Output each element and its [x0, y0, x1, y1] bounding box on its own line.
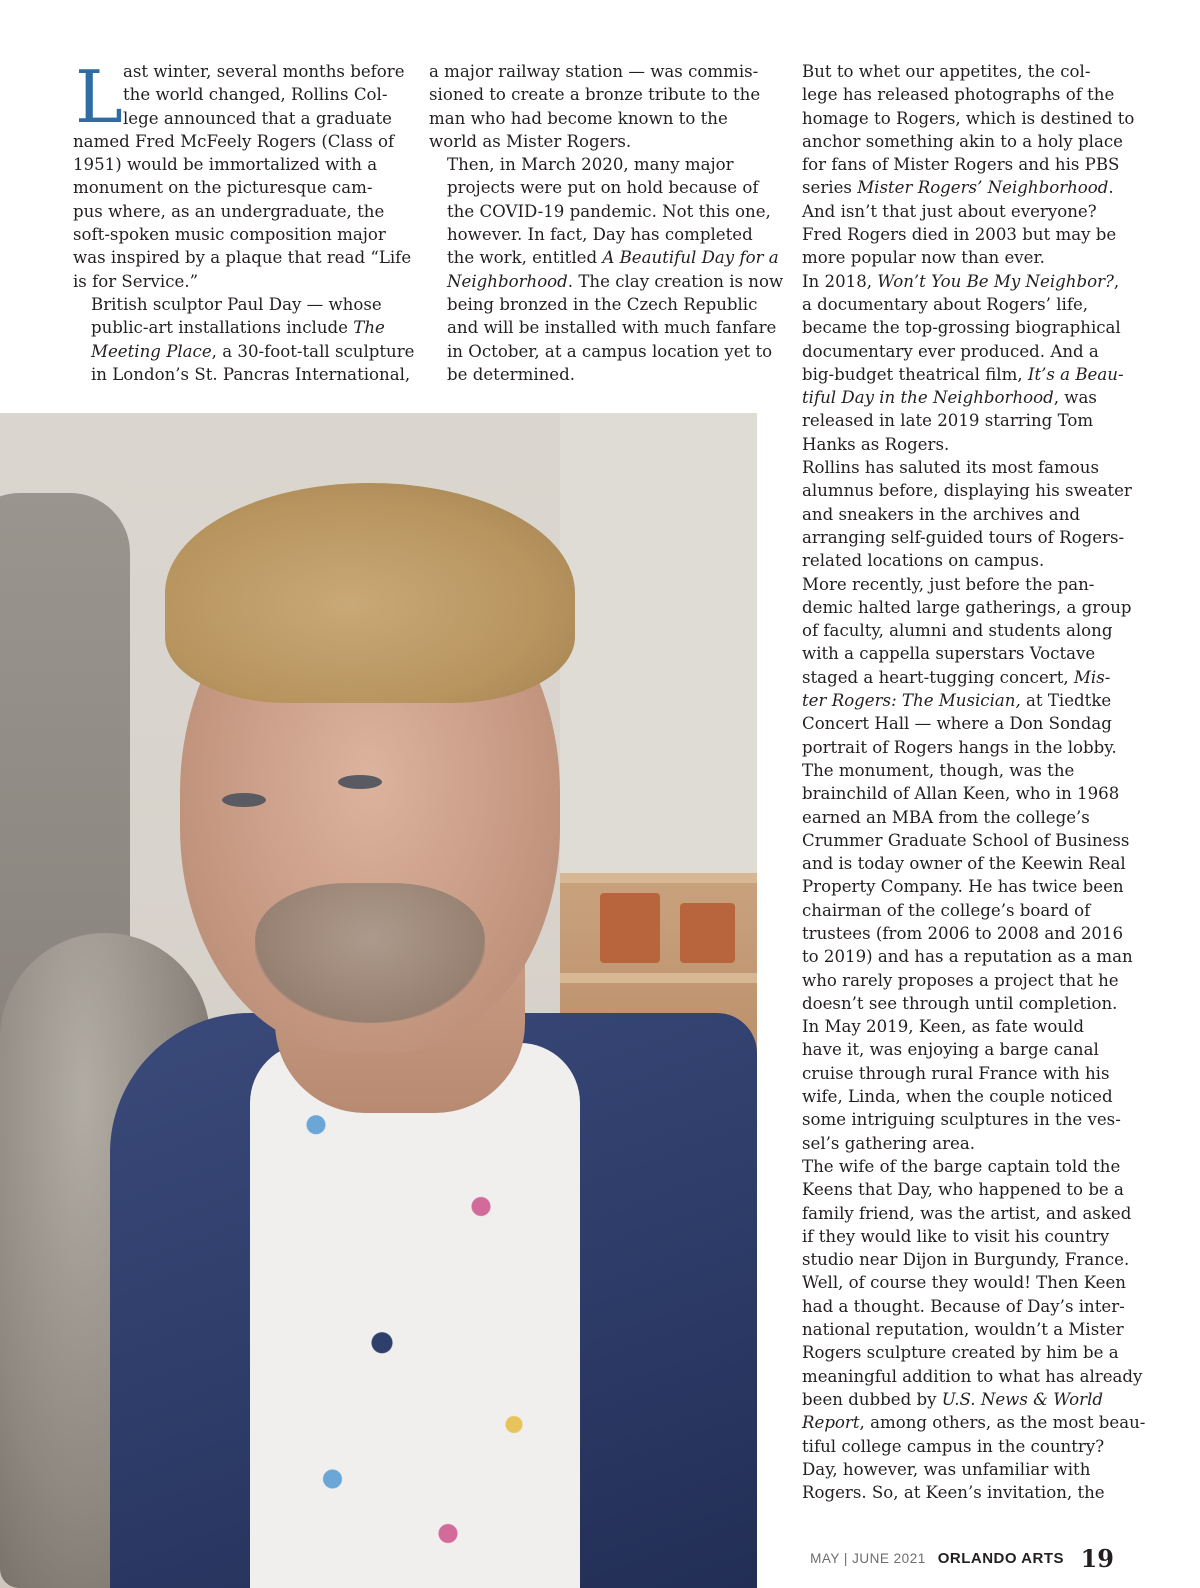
text-line: and will be installed with much fanfare	[447, 318, 777, 338]
text-line: lege has released photographs of the	[802, 85, 1115, 105]
text-line: is for Service.”	[73, 271, 199, 291]
text-line: Meeting Place, a 30-foot-tall sculpture	[91, 341, 415, 361]
text-line: the COVID-19 pandemic. Not this one,	[447, 201, 771, 221]
text-line: however. In fact, Day has completed	[447, 225, 753, 245]
text-line: some intriguing sculptures in the ves-	[802, 1110, 1121, 1130]
text-line: tiful Day in the Neighborhood, was	[802, 388, 1097, 408]
paragraph	[784, 60, 1135, 223]
paragraph	[73, 55, 412, 293]
text-line: had a thought. Because of Day’s inter-	[802, 1296, 1125, 1316]
text-line: Then, in March 2020, many major	[447, 155, 734, 175]
text-line: in October, at a campus location yet to	[447, 341, 773, 361]
paragraph	[784, 1155, 1132, 1271]
paragraph	[784, 270, 1124, 456]
text-line: arranging self-guided tours of Rogers-	[802, 527, 1125, 547]
paragraph	[784, 1271, 1146, 1457]
text-line: 1951) would be immortalized with a	[73, 155, 378, 175]
text-line: and sneakers in the archives and	[802, 504, 1081, 524]
text-line: being bronzed in the Czech Republic	[447, 294, 758, 314]
text-line: documentary ever produced. And a	[802, 341, 1099, 361]
text-line: And isn’t that just about everyone?	[802, 201, 1097, 221]
text-line: the work, entitled A Beautiful Day for a	[447, 248, 779, 268]
text-line: Property Company. He has twice been	[802, 877, 1124, 897]
text-line: if they would like to visit his country	[802, 1226, 1110, 1246]
text-line: and is today owner of the Keewin Real	[802, 854, 1126, 874]
text-line: ast winter, several months before	[123, 62, 405, 81]
text-line: earned an MBA from the college’s	[802, 807, 1090, 827]
text-line: anchor something akin to a holy place	[802, 131, 1123, 151]
text-line: Rogers sculpture created by him be a	[802, 1343, 1119, 1363]
text-line: staged a heart-tugging concert, Mis-	[802, 667, 1111, 687]
text-line: demic halted large gatherings, a group	[802, 597, 1132, 617]
paragraph	[429, 60, 765, 153]
paragraph	[784, 223, 1120, 270]
text-line: meaningful addition to what has already	[802, 1366, 1143, 1386]
text-line: Neighborhood. The clay creation is now	[447, 271, 784, 291]
text-line: British sculptor Paul Day — whose	[91, 294, 382, 314]
right-eye	[338, 775, 382, 789]
text-line: big-budget theatrical film, It’s a Beau-	[802, 364, 1124, 384]
text-line: been dubbed by U.S. News & World	[802, 1389, 1104, 1409]
text-line: soft-spoken music composition major	[73, 225, 386, 245]
text-line: world as Mister Rogers.	[429, 131, 632, 151]
text-line: related locations on campus.	[802, 551, 1045, 571]
shelf-board	[560, 873, 757, 883]
text-line: lege announced that a graduate	[123, 108, 392, 128]
clay-model	[680, 903, 735, 963]
paragraph	[784, 1458, 1120, 1505]
text-line: for fans of Mister Rogers and his PBS	[802, 155, 1120, 175]
paragraph	[429, 153, 784, 386]
text-line: In May 2019, Keen, as fate would	[802, 1017, 1084, 1037]
shelf-board	[560, 973, 757, 983]
paragraph	[784, 456, 1132, 572]
clay-model	[600, 893, 660, 963]
text-line: a major railway station — was commis-	[429, 62, 759, 81]
text-line: be determined.	[447, 364, 576, 384]
text-line: Rollins has saluted its most famous	[802, 458, 1099, 478]
text-line: released in late 2019 starring Tom	[802, 411, 1094, 431]
text-line: Day, however, was unfamiliar with	[802, 1459, 1091, 1479]
hair	[165, 483, 575, 703]
beard	[255, 883, 485, 1023]
text-column-2	[429, 60, 784, 386]
text-line: to 2019) and has a reputation as a man	[802, 947, 1133, 967]
text-line: series Mister Rogers’ Neighborhood.	[802, 178, 1114, 198]
text-line: the world changed, Rollins Col-	[123, 85, 388, 105]
text-line: monument on the picturesque cam-	[73, 178, 373, 198]
text-line: wife, Linda, when the couple noticed	[802, 1087, 1113, 1107]
left-eye	[222, 793, 266, 807]
text-line: Fred Rogers died in 2003 but may be	[802, 225, 1117, 245]
text-line: projects were put on hold because of	[447, 178, 759, 198]
text-line: But to whet our appetites, the col-	[802, 62, 1091, 81]
text-line: became the top-grossing biographical	[802, 318, 1121, 338]
text-line: with a cappella superstars Voctave	[802, 644, 1096, 664]
text-line: a documentary about Rogers’ life,	[802, 294, 1089, 314]
paragraph	[73, 293, 415, 386]
portrait-photo	[0, 413, 757, 1588]
issue-date: MAY | JUNE 2021	[810, 1551, 926, 1566]
page-footer	[810, 1550, 1110, 1567]
text-line: Crummer Graduate School of Business	[802, 830, 1130, 850]
text-line: national reputation, wouldn’t a Mister	[802, 1320, 1124, 1340]
text-line: sel’s gathering area.	[802, 1133, 976, 1153]
text-line: The wife of the barge captain told the	[802, 1156, 1121, 1176]
page-number: 19	[1080, 1544, 1114, 1573]
text-line: Hanks as Rogers.	[802, 434, 950, 454]
paragraph	[784, 759, 1133, 1015]
magazine-name: ORLANDO ARTS	[937, 1550, 1064, 1567]
text-line: Well, of course they would! Then Keen	[802, 1273, 1126, 1293]
text-line: have it, was enjoying a barge canal	[802, 1040, 1099, 1060]
paragraph	[784, 573, 1132, 759]
text-line: studio near Dijon in Burgundy, France.	[802, 1250, 1130, 1270]
text-line: more popular now than ever.	[802, 248, 1045, 268]
text-line: More recently, just before the pan-	[802, 574, 1095, 594]
text-line: sioned to create a bronze tribute to the	[429, 85, 761, 105]
text-line: doesn’t see through until completion.	[802, 993, 1118, 1013]
paragraph	[784, 1015, 1120, 1155]
text-line: was inspired by a plaque that read “Life	[73, 248, 412, 268]
text-line: cruise through rural France with his	[802, 1063, 1110, 1083]
text-line: man who had become known to the	[429, 108, 728, 128]
text-line: ter Rogers: The Musician, at Tiedtke	[802, 691, 1112, 711]
text-line: Keens that Day, who happened to be a	[802, 1180, 1124, 1200]
text-line: The monument, though, was the	[802, 760, 1075, 780]
butterfly-shirt	[250, 1043, 580, 1588]
drop-cap: L	[75, 55, 123, 139]
text-line: public-art installations include The	[91, 318, 385, 338]
text-line: in London’s St. Pancras International,	[91, 364, 411, 384]
text-line: Rogers. So, at Keen’s invitation, the	[802, 1483, 1105, 1503]
studio-wall	[560, 413, 757, 893]
text-line: pus where, as an undergraduate, the	[73, 201, 385, 221]
text-line: In 2018, Won’t You Be My Neighbor?,	[802, 271, 1120, 291]
text-line: family friend, was the artist, and asked	[802, 1203, 1132, 1223]
text-line: portrait of Rogers hangs in the lobby.	[802, 737, 1117, 757]
text-line: chairman of the college’s board of	[802, 900, 1091, 920]
text-line: Report, among others, as the most beau-	[802, 1413, 1146, 1433]
text-line: Concert Hall — where a Don Sondag	[802, 714, 1112, 734]
text-line: tiful college campus in the country?	[802, 1436, 1105, 1456]
text-line: trustees (from 2006 to 2008 and 2016	[802, 923, 1124, 943]
text-line: of faculty, alumni and students along	[802, 621, 1113, 641]
text-line: who rarely proposes a project that he	[802, 970, 1119, 990]
text-line: named Fred McFeely Rogers (Class of	[73, 131, 395, 151]
text-line: homage to Rogers, which is destined to	[802, 108, 1135, 128]
text-column-1	[73, 55, 415, 386]
text-line: brainchild of Allan Keen, who in 1968	[802, 784, 1120, 804]
text-column-3	[784, 60, 1146, 1504]
text-line: alumnus before, displaying his sweater	[802, 481, 1132, 501]
